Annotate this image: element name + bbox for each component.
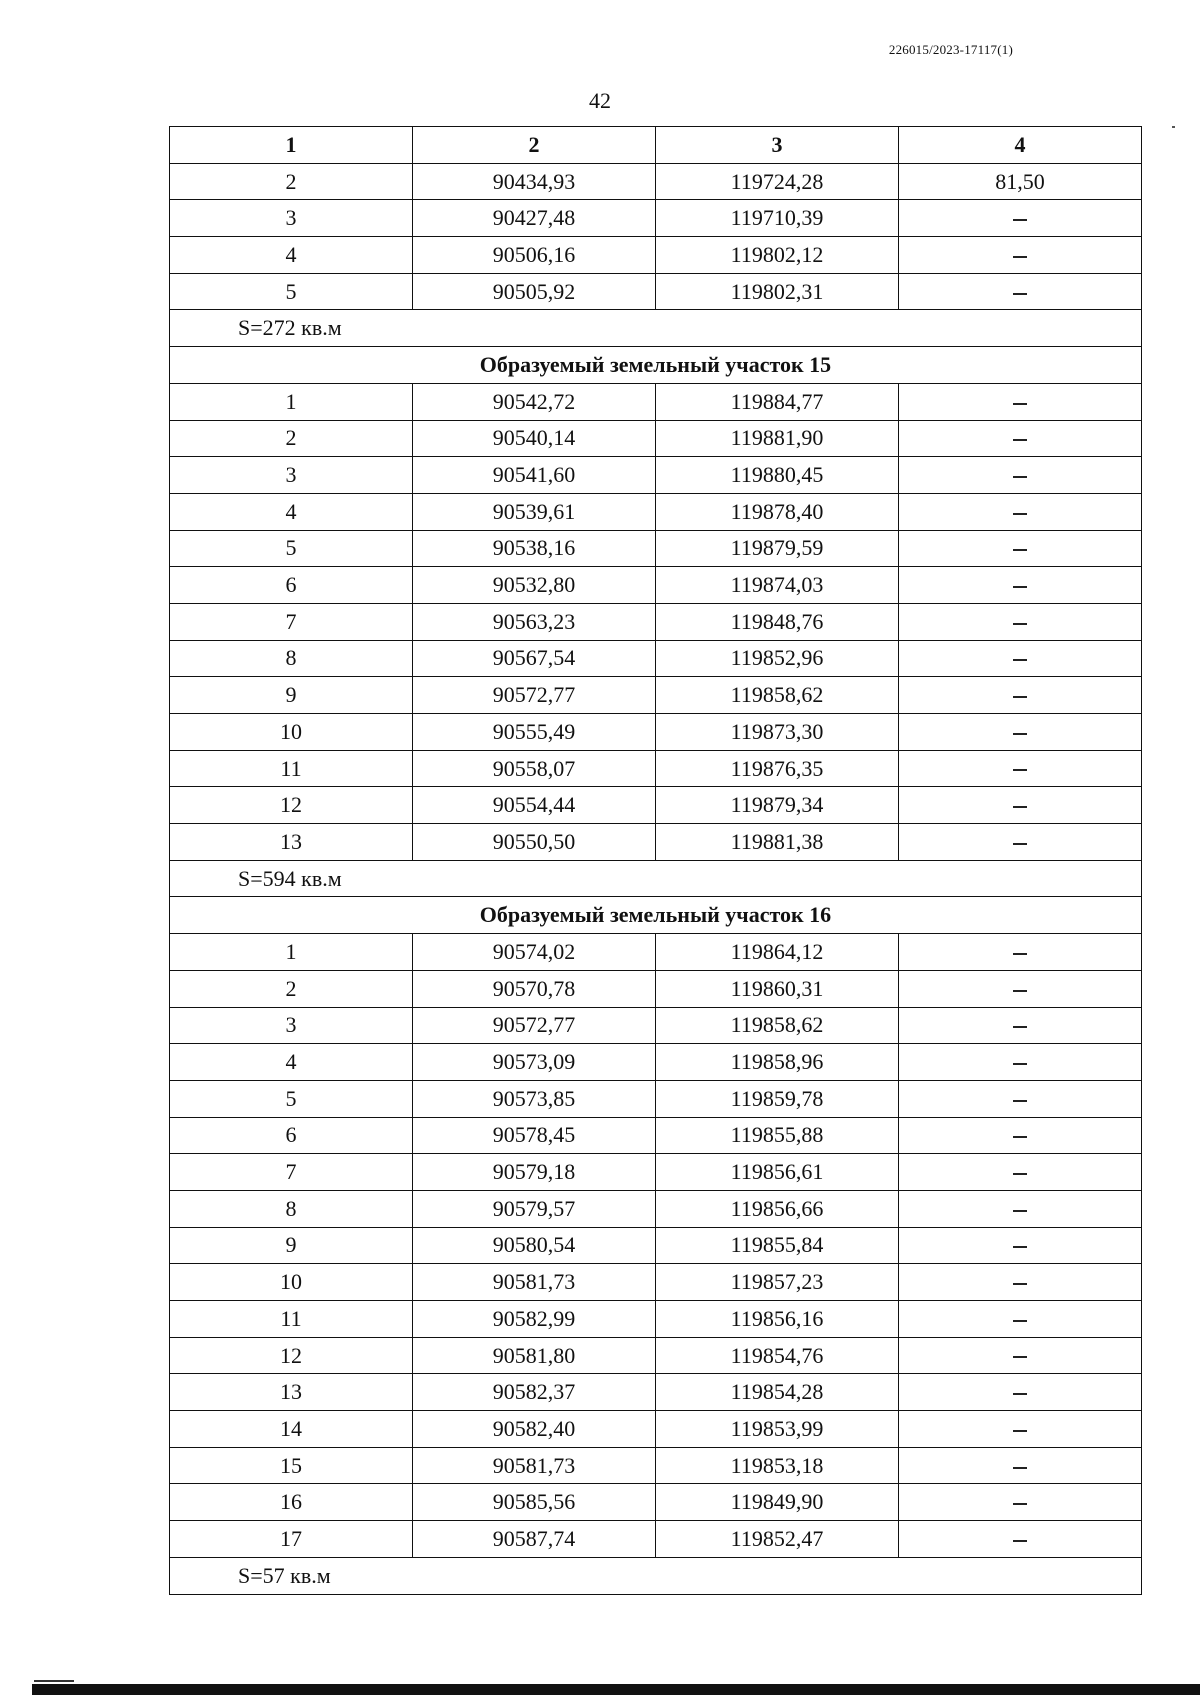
dash-mark <box>1013 843 1027 845</box>
area-value: S=57 кв.м <box>170 1557 1142 1594</box>
column-header-1: 1 <box>170 127 413 164</box>
point-number-cell: 2 <box>170 970 413 1007</box>
scan-mark <box>1172 126 1175 128</box>
dash-mark <box>1013 403 1027 405</box>
y-coordinate-cell: 119724,28 <box>656 163 899 200</box>
distance-cell <box>899 383 1142 420</box>
table-row <box>170 237 1142 274</box>
y-coordinate-cell: 119857,23 <box>656 1264 899 1301</box>
table-row <box>170 493 1142 530</box>
point-number-cell: 9 <box>170 677 413 714</box>
distance-cell: 81,50 <box>899 163 1142 200</box>
scan-edge-line <box>34 1680 74 1682</box>
distance-cell <box>899 1411 1142 1448</box>
x-coordinate-cell: 90540,14 <box>413 420 656 457</box>
x-coordinate-cell: 90574,02 <box>413 934 656 971</box>
table-row <box>170 1044 1142 1081</box>
table-row <box>170 383 1142 420</box>
table-row <box>170 714 1142 751</box>
point-number-cell: 6 <box>170 1117 413 1154</box>
distance-cell <box>899 640 1142 677</box>
distance-cell <box>899 1484 1142 1521</box>
y-coordinate-cell: 119884,77 <box>656 383 899 420</box>
dash-mark <box>1013 1210 1027 1212</box>
x-coordinate-cell: 90506,16 <box>413 237 656 274</box>
distance-cell <box>899 457 1142 494</box>
x-coordinate-cell: 90505,92 <box>413 273 656 310</box>
point-number-cell: 11 <box>170 1301 413 1338</box>
table-row <box>170 1521 1142 1558</box>
y-coordinate-cell: 119852,96 <box>656 640 899 677</box>
point-number-cell: 1 <box>170 934 413 971</box>
dash-mark <box>1013 439 1027 441</box>
x-coordinate-cell: 90550,50 <box>413 824 656 861</box>
area-row <box>170 860 1142 897</box>
x-coordinate-cell: 90578,45 <box>413 1117 656 1154</box>
dash-mark <box>1013 1063 1027 1065</box>
y-coordinate-cell: 119854,28 <box>656 1374 899 1411</box>
table-row <box>170 934 1142 971</box>
point-number-cell: 17 <box>170 1521 413 1558</box>
scan-edge-bar <box>32 1684 1200 1695</box>
y-coordinate-cell: 119854,76 <box>656 1337 899 1374</box>
dash-mark <box>1013 769 1027 771</box>
point-number-cell: 8 <box>170 1190 413 1227</box>
column-header-4: 4 <box>899 127 1142 164</box>
y-coordinate-cell: 119879,59 <box>656 530 899 567</box>
table-row <box>170 457 1142 494</box>
distance-cell <box>899 493 1142 530</box>
y-coordinate-cell: 119873,30 <box>656 714 899 751</box>
point-number-cell: 13 <box>170 824 413 861</box>
dash-mark <box>1013 549 1027 551</box>
dash-mark <box>1013 476 1027 478</box>
dash-mark <box>1013 990 1027 992</box>
point-number-cell: 2 <box>170 420 413 457</box>
distance-cell <box>899 787 1142 824</box>
x-coordinate-cell: 90539,61 <box>413 493 656 530</box>
dash-mark <box>1013 806 1027 808</box>
point-number-cell: 8 <box>170 640 413 677</box>
distance-cell <box>899 1521 1142 1558</box>
x-coordinate-cell: 90558,07 <box>413 750 656 787</box>
y-coordinate-cell: 119880,45 <box>656 457 899 494</box>
y-coordinate-cell: 119881,38 <box>656 824 899 861</box>
x-coordinate-cell: 90541,60 <box>413 457 656 494</box>
x-coordinate-cell: 90554,44 <box>413 787 656 824</box>
y-coordinate-cell: 119856,61 <box>656 1154 899 1191</box>
y-coordinate-cell: 119876,35 <box>656 750 899 787</box>
coordinates-table <box>169 126 1142 1595</box>
x-coordinate-cell: 90587,74 <box>413 1521 656 1558</box>
table-row <box>170 1264 1142 1301</box>
dash-mark <box>1013 256 1027 258</box>
distance-cell <box>899 677 1142 714</box>
table-row <box>170 677 1142 714</box>
table-row <box>170 1007 1142 1044</box>
dash-mark <box>1013 1540 1027 1542</box>
table-row <box>170 1080 1142 1117</box>
distance-cell <box>899 1117 1142 1154</box>
distance-cell <box>899 750 1142 787</box>
y-coordinate-cell: 119853,99 <box>656 1411 899 1448</box>
dash-mark <box>1013 659 1027 661</box>
distance-cell <box>899 1264 1142 1301</box>
column-header-3: 3 <box>656 127 899 164</box>
dash-mark <box>1013 1503 1027 1505</box>
section-title: Образуемый земельный участок 15 <box>170 347 1142 384</box>
table-row <box>170 200 1142 237</box>
distance-cell <box>899 1301 1142 1338</box>
x-coordinate-cell: 90581,80 <box>413 1337 656 1374</box>
point-number-cell: 4 <box>170 1044 413 1081</box>
dash-mark <box>1013 1173 1027 1175</box>
point-number-cell: 7 <box>170 1154 413 1191</box>
distance-cell <box>899 1044 1142 1081</box>
area-value: S=272 кв.м <box>170 310 1142 347</box>
point-number-cell: 14 <box>170 1411 413 1448</box>
table-body <box>170 163 1142 1594</box>
distance-cell <box>899 530 1142 567</box>
x-coordinate-cell: 90573,85 <box>413 1080 656 1117</box>
y-coordinate-cell: 119802,31 <box>656 273 899 310</box>
table-row <box>170 1301 1142 1338</box>
section-row <box>170 347 1142 384</box>
distance-cell <box>899 1190 1142 1227</box>
y-coordinate-cell: 119858,62 <box>656 677 899 714</box>
y-coordinate-cell: 119852,47 <box>656 1521 899 1558</box>
table-row <box>170 1411 1142 1448</box>
point-number-cell: 10 <box>170 714 413 751</box>
area-value: S=594 кв.м <box>170 860 1142 897</box>
table-row <box>170 1117 1142 1154</box>
table-row <box>170 1484 1142 1521</box>
x-coordinate-cell: 90585,56 <box>413 1484 656 1521</box>
dash-mark <box>1013 1136 1027 1138</box>
dash-mark <box>1013 1320 1027 1322</box>
table-row <box>170 1337 1142 1374</box>
distance-cell <box>899 824 1142 861</box>
distance-cell <box>899 1154 1142 1191</box>
distance-cell <box>899 970 1142 1007</box>
y-coordinate-cell: 119860,31 <box>656 970 899 1007</box>
point-number-cell: 12 <box>170 787 413 824</box>
point-number-cell: 11 <box>170 750 413 787</box>
x-coordinate-cell: 90581,73 <box>413 1264 656 1301</box>
document-reference: 226015/2023-17117(1) <box>888 42 1013 57</box>
table-row <box>170 787 1142 824</box>
x-coordinate-cell: 90434,93 <box>413 163 656 200</box>
y-coordinate-cell: 119848,76 <box>656 603 899 640</box>
table-row <box>170 750 1142 787</box>
x-coordinate-cell: 90581,73 <box>413 1447 656 1484</box>
point-number-cell: 1 <box>170 383 413 420</box>
dash-mark <box>1013 1100 1027 1102</box>
y-coordinate-cell: 119710,39 <box>656 200 899 237</box>
distance-cell <box>899 237 1142 274</box>
point-number-cell: 5 <box>170 273 413 310</box>
distance-cell <box>899 273 1142 310</box>
point-number-cell: 10 <box>170 1264 413 1301</box>
y-coordinate-cell: 119864,12 <box>656 934 899 971</box>
distance-cell <box>899 934 1142 971</box>
table-row <box>170 1190 1142 1227</box>
y-coordinate-cell: 119878,40 <box>656 493 899 530</box>
table-row <box>170 640 1142 677</box>
distance-cell <box>899 1227 1142 1264</box>
dash-mark <box>1013 733 1027 735</box>
dash-mark <box>1013 1026 1027 1028</box>
table-row <box>170 163 1142 200</box>
distance-cell <box>899 1337 1142 1374</box>
x-coordinate-cell: 90579,18 <box>413 1154 656 1191</box>
table-row <box>170 1154 1142 1191</box>
x-coordinate-cell: 90555,49 <box>413 714 656 751</box>
dash-mark <box>1013 219 1027 221</box>
area-row <box>170 1557 1142 1594</box>
dash-mark <box>1013 1283 1027 1285</box>
point-number-cell: 3 <box>170 200 413 237</box>
point-number-cell: 13 <box>170 1374 413 1411</box>
dash-mark <box>1013 1393 1027 1395</box>
dash-mark <box>1013 293 1027 295</box>
distance-cell <box>899 567 1142 604</box>
distance-cell <box>899 1447 1142 1484</box>
x-coordinate-cell: 90572,77 <box>413 1007 656 1044</box>
y-coordinate-cell: 119849,90 <box>656 1484 899 1521</box>
x-coordinate-cell: 90582,40 <box>413 1411 656 1448</box>
point-number-cell: 7 <box>170 603 413 640</box>
distance-cell <box>899 714 1142 751</box>
dash-mark <box>1013 1467 1027 1469</box>
table-row <box>170 420 1142 457</box>
x-coordinate-cell: 90573,09 <box>413 1044 656 1081</box>
y-coordinate-cell: 119858,96 <box>656 1044 899 1081</box>
distance-cell <box>899 1374 1142 1411</box>
dash-mark <box>1013 1246 1027 1248</box>
y-coordinate-cell: 119858,62 <box>656 1007 899 1044</box>
table-row <box>170 970 1142 1007</box>
distance-cell <box>899 1080 1142 1117</box>
page-number: 42 <box>589 88 611 113</box>
y-coordinate-cell: 119855,84 <box>656 1227 899 1264</box>
table-row <box>170 603 1142 640</box>
y-coordinate-cell: 119855,88 <box>656 1117 899 1154</box>
dash-mark <box>1013 586 1027 588</box>
dash-mark <box>1013 696 1027 698</box>
point-number-cell: 3 <box>170 1007 413 1044</box>
dash-mark <box>1013 953 1027 955</box>
table-row <box>170 273 1142 310</box>
y-coordinate-cell: 119802,12 <box>656 237 899 274</box>
x-coordinate-cell: 90580,54 <box>413 1227 656 1264</box>
y-coordinate-cell: 119881,90 <box>656 420 899 457</box>
distance-cell <box>899 603 1142 640</box>
point-number-cell: 4 <box>170 237 413 274</box>
x-coordinate-cell: 90579,57 <box>413 1190 656 1227</box>
x-coordinate-cell: 90563,23 <box>413 603 656 640</box>
table-row <box>170 567 1142 604</box>
y-coordinate-cell: 119879,34 <box>656 787 899 824</box>
x-coordinate-cell: 90582,37 <box>413 1374 656 1411</box>
distance-cell <box>899 200 1142 237</box>
y-coordinate-cell: 119853,18 <box>656 1447 899 1484</box>
point-number-cell: 5 <box>170 530 413 567</box>
point-number-cell: 5 <box>170 1080 413 1117</box>
x-coordinate-cell: 90427,48 <box>413 200 656 237</box>
column-header-2: 2 <box>413 127 656 164</box>
table-row <box>170 1447 1142 1484</box>
dash-mark <box>1013 1356 1027 1358</box>
distance-cell <box>899 420 1142 457</box>
x-coordinate-cell: 90572,77 <box>413 677 656 714</box>
x-coordinate-cell: 90582,99 <box>413 1301 656 1338</box>
table-row <box>170 1227 1142 1264</box>
section-row <box>170 897 1142 934</box>
table-row <box>170 824 1142 861</box>
header-row <box>170 127 1142 164</box>
point-number-cell: 15 <box>170 1447 413 1484</box>
point-number-cell: 16 <box>170 1484 413 1521</box>
point-number-cell: 4 <box>170 493 413 530</box>
table-row <box>170 530 1142 567</box>
point-number-cell: 9 <box>170 1227 413 1264</box>
point-number-cell: 3 <box>170 457 413 494</box>
dash-mark <box>1013 513 1027 515</box>
x-coordinate-cell: 90570,78 <box>413 970 656 1007</box>
point-number-cell: 12 <box>170 1337 413 1374</box>
x-coordinate-cell: 90542,72 <box>413 383 656 420</box>
y-coordinate-cell: 119856,16 <box>656 1301 899 1338</box>
area-row <box>170 310 1142 347</box>
y-coordinate-cell: 119856,66 <box>656 1190 899 1227</box>
y-coordinate-cell: 119874,03 <box>656 567 899 604</box>
point-number-cell: 2 <box>170 163 413 200</box>
x-coordinate-cell: 90538,16 <box>413 530 656 567</box>
dash-mark <box>1013 623 1027 625</box>
table-header <box>170 127 1142 164</box>
y-coordinate-cell: 119859,78 <box>656 1080 899 1117</box>
dash-mark <box>1013 1430 1027 1432</box>
x-coordinate-cell: 90567,54 <box>413 640 656 677</box>
section-title: Образуемый земельный участок 16 <box>170 897 1142 934</box>
table-row <box>170 1374 1142 1411</box>
point-number-cell: 6 <box>170 567 413 604</box>
distance-cell <box>899 1007 1142 1044</box>
x-coordinate-cell: 90532,80 <box>413 567 656 604</box>
